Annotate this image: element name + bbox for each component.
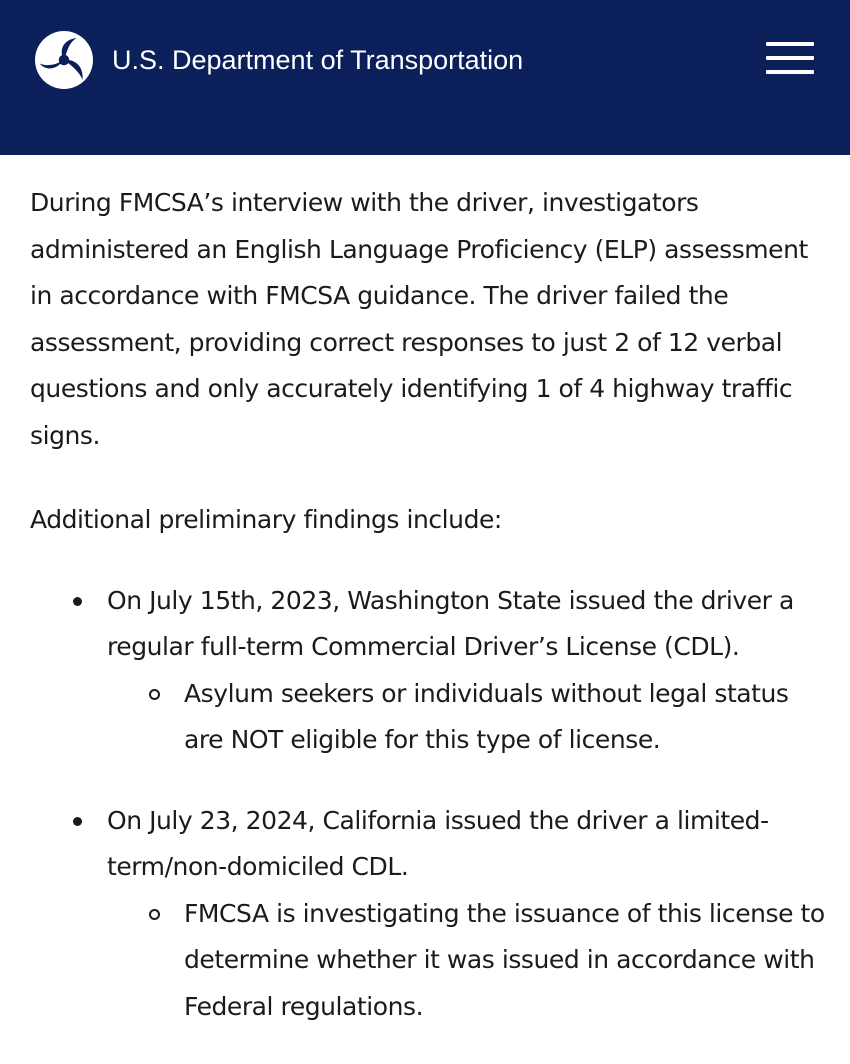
menu-bar-bottom <box>766 70 814 74</box>
intro-paragraph: During FMCSA’s interview with the driver, investigators administered an English Language Proficiency (ELP) assessment in accordance with FMCSA guidance. The driver failed the assessment, providing correct responses to just 2 of 12 verbal questions and only accurately identifying 1 of 4 highway traffic signs. <box>30 188 808 450</box>
menu-bar-top <box>766 42 814 46</box>
list-item-washington-cdl <box>30 578 830 764</box>
sub-list <box>107 891 830 1031</box>
site-header <box>0 0 850 155</box>
site-title[interactable]: U.S. Department of Transportation <box>112 45 524 75</box>
findings-list <box>30 578 830 1031</box>
sub-list-item <box>107 891 830 1031</box>
sub-finding-text: Asylum seekers or individuals without legal status are NOT eligible for this type of license. <box>184 678 789 754</box>
article-body <box>30 180 830 1064</box>
hamburger-menu-icon[interactable] <box>766 42 814 74</box>
dot-logo-icon[interactable] <box>35 31 93 89</box>
finding-text: On July 23, 2024, California issued the driver a limited-term/non-domiciled CDL. <box>107 805 769 881</box>
list-item-california-cdl <box>30 798 830 1031</box>
menu-bar-middle <box>766 56 814 60</box>
finding-text: On July 15th, 2023, Washington State issued the driver a regular full-term Commercial Driver’s License (CDL). <box>107 585 794 661</box>
findings-lead-paragraph: Additional preliminary findings include: <box>30 505 502 534</box>
sub-list <box>107 671 830 764</box>
sub-list-item <box>107 671 830 764</box>
sub-finding-text: FMCSA is investigating the issuance of this license to determine whether it was issued in accordance with Federal regulations. <box>184 898 825 1021</box>
